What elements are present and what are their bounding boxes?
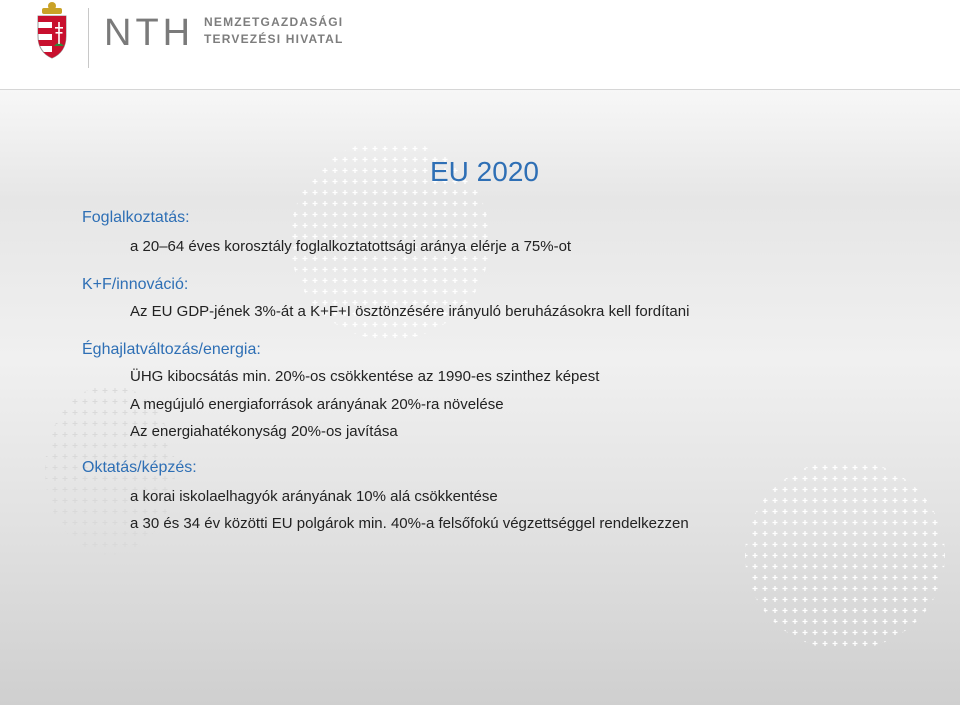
- list-item: ÜHG kibocsátás min. 20%-os csökkentése az 1990-es szinthez képest: [130, 368, 600, 385]
- organization-name-line-2: TERVEZÉSI HIVATAL: [204, 32, 344, 46]
- list-item: a korai iskolaelhagyók arányának 10% alá csökkentése: [130, 488, 498, 505]
- list-item: a 30 és 34 év közötti EU polgárok min. 40%-a felsőfokú végzettséggel rendelkezzen: [130, 515, 689, 532]
- section-heading-employment: Foglalkoztatás:: [82, 209, 190, 226]
- list-item: a 20–64 éves korosztály foglalkoztatottsági aránya elérje a 75%-ot: [130, 238, 572, 255]
- list-item: Az EU GDP-jének 3%-át a K+F+I ösztönzésére irányuló beruházásokra kell fordítani: [130, 303, 690, 320]
- list-item: A megújuló energiaforrások arányának 20%-ra növelése: [130, 396, 504, 413]
- slide-title: EU 2020: [430, 156, 539, 187]
- section-heading-rnd: K+F/innováció:: [82, 276, 189, 293]
- nth-logo-text: NTH: [104, 12, 195, 54]
- section-heading-education: Oktatás/képzés:: [82, 459, 197, 476]
- section-heading-climate-energy: Éghajlatváltozás/energia:: [82, 341, 261, 358]
- organization-name-line-1: NEMZETGAZDASÁGI: [204, 15, 344, 29]
- list-item: Az energiahatékonyság 20%-os javítása: [130, 423, 398, 440]
